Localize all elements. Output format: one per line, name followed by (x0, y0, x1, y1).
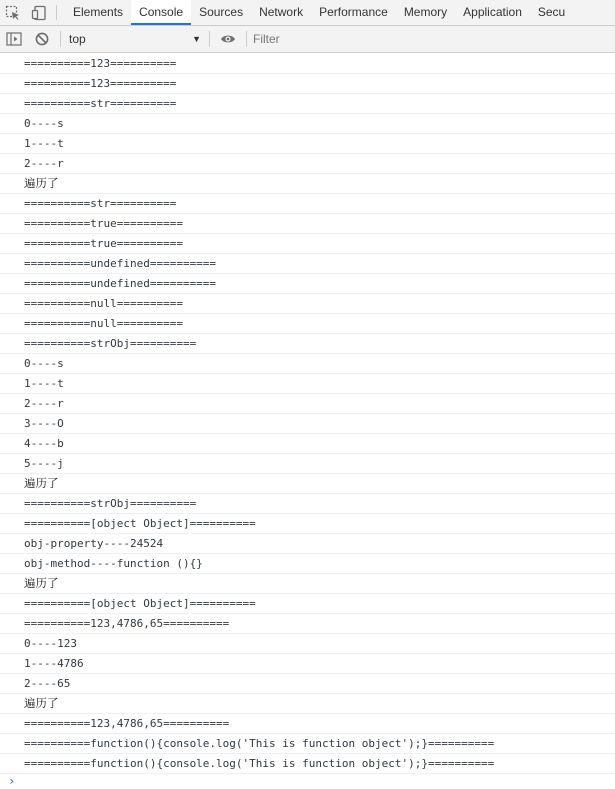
console-prompt[interactable]: › (8, 774, 16, 788)
dropdown-caret-icon: ▼ (192, 34, 201, 44)
console-message: ==========null========== (0, 294, 615, 314)
console-message: ==========123========== (0, 54, 615, 74)
console-message: ==========123========== (0, 74, 615, 94)
tab-performance[interactable]: Performance (319, 5, 388, 19)
device-toolbar-icon[interactable] (26, 0, 52, 25)
console-message: ==========undefined========== (0, 274, 615, 294)
console-message: 0----123 (0, 634, 615, 654)
toolbar-divider (246, 31, 247, 47)
console-message: ==========str========== (0, 94, 615, 114)
console-log (0, 54, 615, 774)
tab-application[interactable]: Application (463, 5, 522, 19)
console-message: ==========function(){console.log('This is function object');}========== (0, 754, 615, 774)
toolbar-divider (60, 31, 61, 47)
show-sidebar-icon (6, 32, 22, 46)
tab-sources[interactable]: Sources (199, 5, 244, 19)
console-message: 0----s (0, 114, 615, 134)
clear-console-button[interactable] (28, 26, 56, 52)
tab-memory[interactable]: Memory (403, 5, 448, 19)
live-expression-eye-icon (220, 33, 236, 45)
console-message: ==========null========== (0, 314, 615, 334)
tab-console[interactable]: Console (131, 0, 191, 25)
console-message: ==========123,4786,65========== (0, 614, 615, 634)
console-message: 2----r (0, 154, 615, 174)
tab-elements[interactable]: Elements (73, 5, 124, 19)
tabbar-divider (56, 5, 57, 20)
console-message: ==========123,4786,65========== (0, 714, 615, 734)
context-selector[interactable] (65, 29, 205, 49)
console-message: 遍历了 (0, 474, 615, 494)
devtools-tabbar (0, 0, 615, 26)
filter-input[interactable] (251, 29, 451, 49)
console-message: ==========function(){console.log('This is function object');}========== (0, 734, 615, 754)
console-message: ==========strObj========== (0, 494, 615, 514)
console-message: 2----r (0, 394, 615, 414)
console-message: 0----s (0, 354, 615, 374)
console-message: ==========undefined========== (0, 254, 615, 274)
console-message: ==========true========== (0, 214, 615, 234)
console-message: 遍历了 (0, 694, 615, 714)
console-message: 3----O (0, 414, 615, 434)
console-message: 1----t (0, 374, 615, 394)
console-message: obj-method----function (){} (0, 554, 615, 574)
inspect-element-icon[interactable] (0, 0, 26, 25)
console-message: ==========[object Object]========== (0, 594, 615, 614)
live-expression-button[interactable] (214, 26, 242, 52)
console-message: 1----t (0, 134, 615, 154)
show-sidebar-button[interactable] (0, 26, 28, 52)
console-message: 4----b (0, 434, 615, 454)
console-message: 遍历了 (0, 174, 615, 194)
console-toolbar (0, 26, 615, 53)
console-message: ==========strObj========== (0, 334, 615, 354)
console-message: obj-property----24524 (0, 534, 615, 554)
console-message: 遍历了 (0, 574, 615, 594)
tab-security[interactable]: Secu (537, 5, 566, 19)
clear-console-icon (35, 32, 49, 46)
context-label: top (69, 32, 86, 46)
console-message: ==========str========== (0, 194, 615, 214)
toolbar-divider (209, 31, 210, 47)
tab-network[interactable]: Network (259, 5, 304, 19)
console-message: 5----j (0, 454, 615, 474)
console-message: ==========[object Object]========== (0, 514, 615, 534)
panel-tabs (65, 0, 573, 25)
console-message: ==========true========== (0, 234, 615, 254)
console-message: 1----4786 (0, 654, 615, 674)
console-message: 2----65 (0, 674, 615, 694)
